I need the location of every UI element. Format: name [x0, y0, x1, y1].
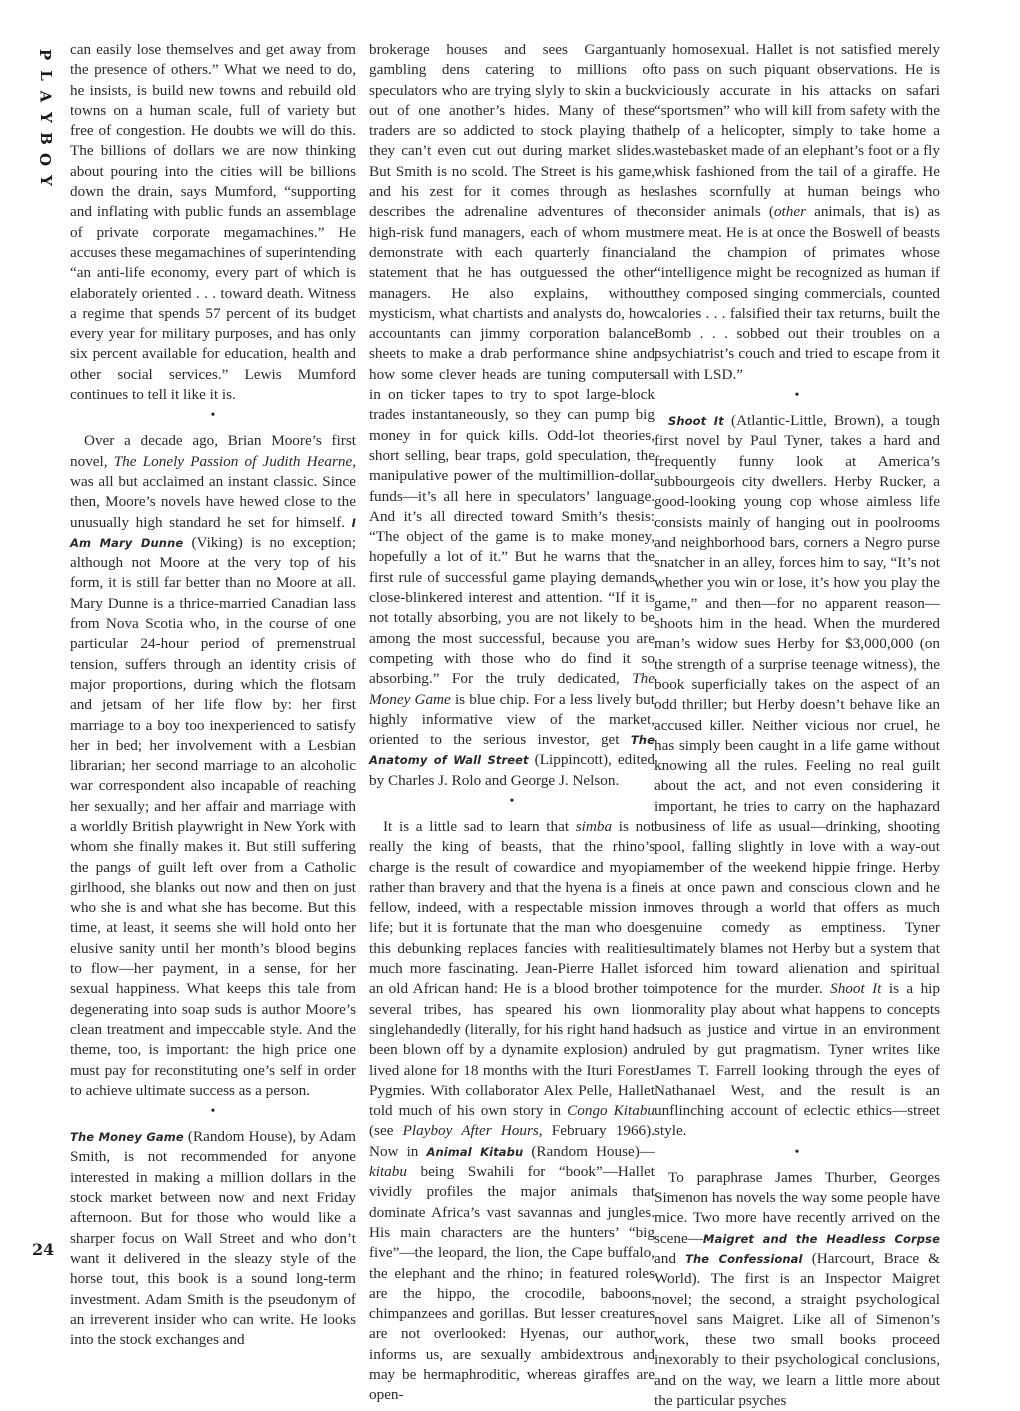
review-paragraph: [369, 40, 655, 791]
body-text: Over a decade ago, Brian Moore’s first novel,: [70, 432, 356, 470]
masthead-letter: L: [36, 70, 55, 81]
body-text: It is a little sad to learn that: [383, 817, 576, 835]
masthead-letter: B: [36, 132, 55, 145]
body-text: is blue chip. For a less lively but highly informative view of the market, oriented to the serious investor, get: [369, 690, 655, 749]
body-text: can easily lose themselves and get away from the presence of others.” What we need to do, he insists, is build new towns and rebuild old towns on a human scale, full of variety but free of congestion. He doubts we will do this. The billions of dollars we are now thinking about pouring into the cities will be billions down the drain, says Mumford, “supporting and inflating with public funds an assemblage of private corporate megamachines.” He accuses these megamachines of superintending “an anti-life economy, every part of which is elaborately oriented . . . toward death. Witness a regime that spends 57 percent of its budget every year for military purposes, and has only six percent available for education, health and other social services.” Lewis Mumford continues to tell it like it is.: [70, 41, 356, 404]
review-paragraph: [654, 1168, 940, 1411]
masthead-letter: A: [36, 90, 55, 103]
body-text: (see: [369, 1122, 403, 1140]
section-divider-dot: •: [509, 793, 515, 809]
body-text: (Viking) is no exception; although not Moore at the very top of his form, it is still far better than no Moore at all. Mary Dunne is a thrice-married Canadian lass from Nova Scotia who, in the course of one particular 24-hour period of premenstrual tension, suffers through an identity crisis of major proportions, during which the flotsam and jetsam of her life flow by: her first marriage to a boy too inexperienced to satisfy her in bed; her involvement with a Lesbian librarian; her second marriage to an alcoholic war correspondent also incapable of reaching her sexually; and her affair and marriage with a worldly British playwright in New York with whom she finally makes it. But still suffering the pangs of guilt left over from a Catholic girlhood, she blanks out now and then on just who she is and what she has become. But this time, at least, it seems she will hold onto her elusive sanity until her month’s blood begins to flow—her payment, in a sense, for her sexual happiness. What keeps this tale from degenerating into soap suds is author Moore’s clean treatment and impeccable style. And the theme, too, is important: the high price one must pay for reconstituting one’s self in order to achieve ultimate success as a person.: [70, 533, 357, 1099]
body-text: is not really the king of beasts, that the rhino’s charge is the result of cowardice and myopia rather than bravery and that the hyena is a fine fellow, indeed, with a respectable mission in life; but it is fortunate that the man who does this debunking replaces fancies with realities much more fascinating. Jean-Pierre Hallet is an old African hand: He is a blood brother to several tribes, has speared his own lion singlehandedly (literally, for his right hand had been blown off by a dynamite explosion) and lived alone for 18 months with the Ituri Forest Pygmies. With collaborator Alex Pelle, Hallet told much of his own story in: [369, 817, 655, 1120]
review-paragraph: [70, 1127, 356, 1350]
review-paragraph: [654, 40, 940, 385]
section-divider-dot: •: [794, 388, 800, 404]
section-divider-dot: •: [210, 408, 216, 424]
body-text: being Swahili for “book”—Hallet vividly profiles the major animals that dominate Africa’s vast savannas and jungles. His main characters are the hunters’ “big five”—the leopard, the lion, the Cape buffalo, the elephant and the rhino; in featured roles are the hippo, the crocodile, baboons, chimpanzees and gorillas. But lesser creatures are not overlooked: Hyenas, our author informs us, are sexually ambidextrous and may be hermaphroditic, whereas giraffes are open-: [369, 1163, 655, 1404]
italic-text: kitabu: [369, 1163, 407, 1181]
masthead-letter: Y: [36, 175, 55, 186]
body-text: (Harcourt, Brace & World). The first is an Inspector Maigret novel; the second, a straight psychological novel sans Maigret. Like all of Simenon’s work, these two small books proceed inexorably to their psychological conclusions, and on the way, we learn a little more about the particular psyches: [654, 1249, 940, 1409]
book-title: Maigret and the Headless Corpse: [702, 1231, 940, 1246]
body-text: animals, that is) as mere meat. He is at once the Boswell of beasts and the champion of primates whose “intelligence might be recognized as human if they composed singing commercials, counted calories . . . falsified their tax returns, built the Bomb . . . sobbed out their troubles on a psychiatrist’s couch and tried to escape from it all with LSD.”: [654, 203, 941, 383]
body-text: , was all but acclaimed an instant classic. Since then, Moore’s novels have hewed close to the unusually high standard he set for himself.: [70, 452, 356, 531]
body-text: ly homosexual. Hallet is not satisfied merely to pass on such piquant observations. He is viciously accurate in his attacks on safari “sportsmen” who will kill from safety with the help of a helicopter, simply to take home a wastebasket made of an elephant’s foot or a fly whisk fashioned from the tail of a giraffe. He slashes scornfully at human beings who consider animals (: [654, 41, 940, 221]
page-number: 24: [32, 1240, 55, 1259]
body-text: is a hip morality play about what happens to concepts such as justice and virtue in an environment ruled by gut pragmatism. Tyner writes like James T. Farrell looking through the eyes of Nathanael West, and the result is an unflinching account of eclectic ethics—street style.: [654, 980, 940, 1140]
italic-text: The Lonely Passion of Judith Hearne: [113, 452, 353, 470]
body-text: brokerage houses and sees Gargantuan gambling dens catering to millions of speculators who are trying slyly to skin a buck out of one another’s hides. Many of these traders are so addicted to stock playing that they can’t even cut out during market slides. But Smith is no scold. The Street is his game, and his zest for it comes through as he describes the adrenaline adventures of the high-risk fund managers, each of whom must demonstrate with each quarterly financial statement that he has outguessed the other managers. He also explains, without mysticism, what chartists and analysts do, how accountants can jimmy corporation balance sheets to make a drab performance shine and how some clever heads are tuning computers in on ticker tapes to try to spot large-block trades instantaneously, so they can pump big money in for quick kills. Odd-lot theories, short selling, bear traps, gold speculation, the manipulative power of the multimillion-dollar funds—it’s all here in speculators’ language. And it’s all directed toward Smith’s thesis: “The object of the game is to make money, hopefully a lot of it.” But he warns that the first rule of successful game playing demands close-blinkered interest and attention. “If it is not totally absorbing, you are not likely to be among the most successful, because you are competing with those who do find it so absorbing.” For the truly dedicated,: [369, 41, 655, 688]
column-2: [369, 40, 655, 1406]
book-title: The Money Game: [70, 1130, 184, 1145]
italic-text: The Money Game: [369, 670, 655, 708]
italic-text: Playboy After Hours: [402, 1122, 539, 1140]
review-paragraph: [70, 40, 356, 405]
body-text: (Lippincott), edited by Charles J. Rolo and George J. Nelson.: [369, 751, 655, 789]
body-text: , February 1966). Now in: [369, 1122, 655, 1160]
body-text: To paraphrase James Thurber, Georges Simenon has novels the way some people have mice. Two more have recently arrived on the scene—: [654, 1168, 940, 1247]
body-text: (Atlantic-Little, Brown), a tough first novel by Paul Tyner, takes a hard and frequently funny look at America’s subbourgeois city dwellers. Herby Rucker, a good-looking young cop whose aimless life consists mainly of hanging out in poolrooms and neighborhood bars, corners a Negro purse snatcher in an alley, forces him to say, “It’s not whether you win or lose, it’s how you play the game,” and then—for no apparent reason—shoots him in the head. When the murdered man’s widow sues Herby for $3,000,000 (on the strength of a surprise teenage witness), the book superficially takes on the aspect of an odd thriller; but Herby doesn’t behave like an accused killer. Neither vicious nor cruel, he has simply been caught in a life game without knowing all the rules. Feeling no real guilt about the act, and not even considering it important, he tries to carry on the haphazard business of life as usual—drinking, shooting pool, falling slightly in love with a way-out member of the weekend hippie fringe. Herby is at once pawn and conscious clown and he moves through a world that offers as much genuine comedy as emptiness. Tyner ultimately blames not Herby but a system that forced him toward alienation and spiritual impotence for the murder.: [654, 412, 940, 998]
book-title: The Anatomy of Wall Street: [369, 733, 655, 768]
italic-text: other: [773, 203, 806, 221]
book-title: Animal Kitabu: [426, 1144, 524, 1159]
italic-text: simba: [575, 817, 613, 835]
masthead-letter: P: [36, 48, 55, 61]
masthead-letter: O: [36, 152, 55, 167]
book-title: I Am Mary Dunne: [70, 515, 356, 550]
review-paragraph: [70, 431, 356, 1101]
body-text: (Random House)—: [523, 1142, 655, 1160]
masthead-letter: Y: [36, 112, 55, 123]
review-paragraph: [369, 817, 655, 1406]
section-divider-dot: •: [210, 1104, 216, 1120]
review-paragraph: [654, 411, 940, 1142]
italic-text: Shoot It: [830, 980, 882, 998]
book-title: Shoot It: [668, 414, 724, 429]
italic-text: Congo Kitabu: [567, 1102, 656, 1120]
body-text: and: [654, 1249, 686, 1267]
column-1: [70, 40, 356, 1350]
column-3: [654, 40, 940, 1411]
section-divider-dot: •: [794, 1144, 800, 1160]
playboy-masthead: [34, 44, 56, 191]
body-text: (Random House), by Adam Smith, is not recommended for anyone interested in making a million dollars in the stock market between now and next Friday afternoon. But for those who would like a sharper focus on Wall Street and who don’t want it delivered in the sleazy style of the horse tout, this book is a sound long-term investment. Adam Smith is the pseudonym of an irreverent insider who can write. He looks into the stock exchanges and: [70, 1128, 356, 1349]
book-title: The Confessional: [685, 1251, 803, 1266]
